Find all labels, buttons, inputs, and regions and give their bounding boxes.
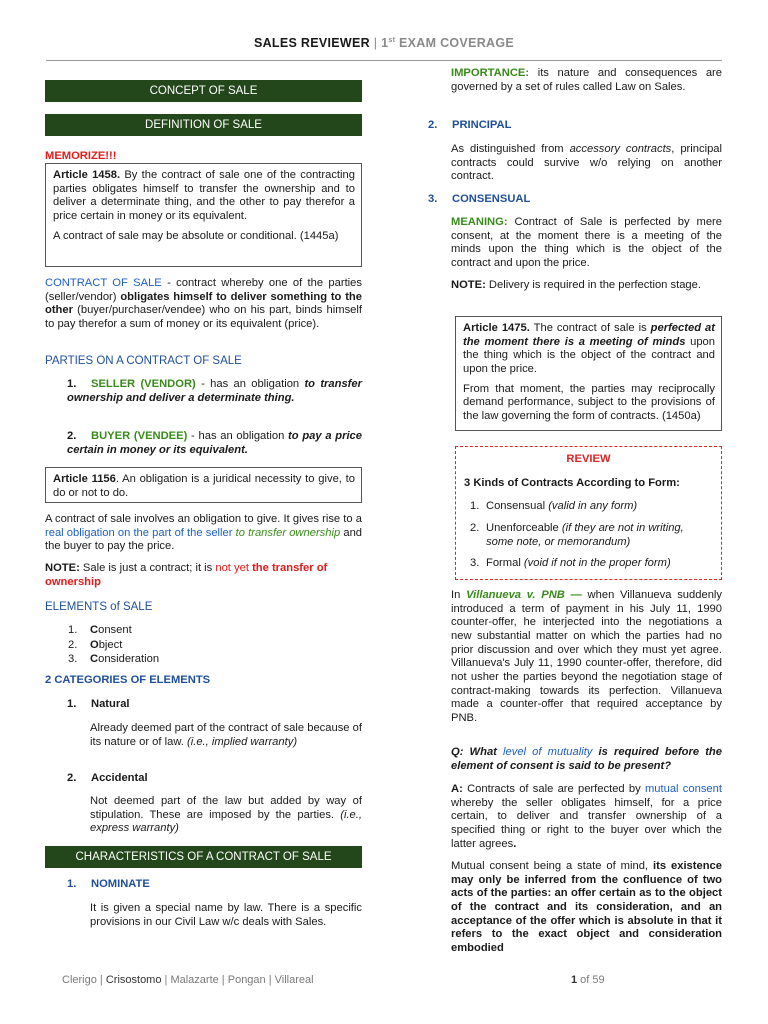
note-text-right: Delivery is required in the perfection stage.	[485, 279, 701, 291]
principal-text-2: , principal contracts could survive w/o relying on another contract.	[451, 143, 722, 183]
nominate-label: NOMINATE	[91, 878, 150, 890]
band-definition-of-sale: DEFINITION OF SALE	[45, 114, 362, 136]
review-item-note: (valid in any form)	[548, 500, 638, 513]
article-1458-paragraph-2: A contract of sale may be absolute or conditional. (1445a)	[53, 229, 339, 242]
category-natural-label	[67, 698, 362, 712]
case-in: In	[451, 589, 467, 601]
footer-author-name: Villareal	[274, 974, 314, 986]
review-box	[455, 446, 722, 580]
party-buyer-obligation: to pay a price certain in money or its equivalent.	[67, 430, 362, 456]
article-1475-text-2: upon the thing which is the object of the contract and upon the price.	[463, 335, 715, 375]
review-item-label: Consensual	[486, 500, 549, 513]
mutual-consent-paragraph	[451, 860, 722, 956]
article-1156-box	[45, 467, 362, 503]
villanueva-paragraph	[451, 589, 722, 726]
article-1458-label: Article 1458.	[53, 169, 121, 181]
article-1156-text: . An obligation is a juridical necessity to give, to do or not to do.	[53, 473, 355, 499]
band-characteristics: CHARACTERISTICS OF A CONTRACT OF SALE	[45, 846, 362, 868]
review-item-num: 2.	[470, 521, 480, 534]
memorize-label: MEMORIZE!!!	[45, 150, 117, 162]
header-ordinal: 1	[381, 36, 389, 50]
contract-of-sale-term: CONTRACT OF SALE	[45, 277, 162, 289]
answer-paragraph	[451, 783, 722, 851]
element-num: 1.	[68, 624, 78, 636]
principal-num: 2.	[428, 119, 438, 131]
category-natural-num: 1.	[67, 698, 77, 710]
element-first-letter: C	[90, 624, 99, 636]
review-heading: 3 Kinds of Contracts According to Form:	[464, 476, 680, 489]
case-name: Villanueva v. PNB —	[466, 589, 582, 601]
review-item-label: Unenforceable	[486, 521, 562, 534]
category-natural-text	[90, 722, 362, 749]
footer-author-name: Pongan	[227, 974, 266, 986]
page-header	[0, 36, 768, 51]
give-text-1: A contract of sale involves an obligation to give. It gives rise to a	[45, 513, 362, 525]
element-rest: onsent	[98, 624, 132, 636]
review-item-num: 1.	[470, 500, 480, 513]
note-red-bold: the transfer of ownership	[45, 562, 328, 588]
accidental-desc: Not deemed part of the law but added by way of stipulation. These are imposed by the parties.	[90, 795, 362, 821]
review-item-note: (void if not in the proper form)	[523, 557, 671, 570]
party-buyer-term: BUYER (VENDEE)	[91, 430, 188, 442]
natural-desc: Already deemed part of the contract of sale because of its nature or of law.	[90, 722, 362, 748]
mutual-consent-text: Mutual consent being a state of mind,	[451, 860, 653, 872]
mutual-consent-bold: its existence may only be inferred from the confluence of two acts of the parties: an offer certain as to the object of the contract and its consideration, and an acceptance of the offer which is absolute in that it refers to the exact object and consideration embodied	[451, 860, 722, 954]
categories-heading: 2 CATEGORIES OF ELEMENTS	[45, 674, 211, 686]
give-italic: to transfer ownership	[235, 526, 341, 539]
note-paragraph-left	[45, 562, 362, 589]
article-1156-label: Article 1156	[53, 473, 116, 485]
header-coverage: EXAM COVERAGE	[399, 36, 515, 50]
header-title: SALES REVIEWER	[253, 36, 370, 50]
element-item	[68, 639, 362, 653]
give-blue-1: real obligation on the part of the seller	[45, 526, 236, 539]
footer-author-name: Clerigo	[62, 974, 97, 986]
nominate-text: It is given a special name by law. There is a specific provisions in our Civil Law w/c deals with Sales.	[90, 902, 362, 928]
elements-list	[68, 624, 362, 668]
review-item	[470, 500, 713, 514]
element-first-letter: C	[90, 653, 99, 666]
question-blue: level of mutuality	[503, 746, 593, 758]
question-paragraph	[451, 746, 722, 773]
footer-author-name: Crisostomo	[105, 974, 162, 986]
footer-separator: |	[218, 974, 228, 986]
article-1475-emphasis: perfected at the moment there is a meeting of minds	[463, 322, 715, 348]
page-total: of 59	[577, 974, 605, 986]
principal-heading	[428, 119, 722, 133]
party-seller-term: SELLER (VENDOR)	[91, 378, 196, 390]
header-ordinal-sup: st	[388, 36, 396, 44]
article-1475-label: Article 1475.	[463, 322, 530, 334]
party-seller-obligation: to transfer ownership and deliver a determinate thing.	[67, 378, 362, 404]
answer-dot: .	[513, 837, 517, 850]
cos-bold-1: obligates himself to deliver something to the other	[45, 290, 362, 317]
element-first-letter: O	[90, 638, 99, 651]
contract-of-sale-definition	[45, 277, 362, 332]
header-rule	[46, 60, 722, 61]
footer-authors	[62, 974, 314, 987]
element-rest: bject	[98, 638, 123, 651]
category-accidental-num: 2.	[67, 772, 77, 784]
band-concept-of-sale: CONCEPT OF SALE	[45, 80, 362, 102]
meaning-text: Contract of Sale is perfected by mere consent, at the moment there is a meeting of the minds upon the thing which is the object of the contract and upon the price.	[451, 216, 722, 269]
importance-label: IMPORTANCE:	[451, 67, 530, 79]
principal-text-1: As distinguished from	[451, 143, 570, 155]
answer-text-2: whereby the seller obligates himself, for a price certain, to deliver and transfer ownership of a specified thing or right to the buyer over which the latter agrees	[451, 796, 722, 850]
consensual-num: 3.	[428, 193, 438, 205]
note-label-right: NOTE:	[451, 279, 486, 291]
element-num: 3.	[68, 653, 78, 666]
parties-heading: PARTIES ON A CONTRACT OF SALE	[45, 355, 242, 367]
principal-label: PRINCIPAL	[452, 119, 512, 131]
party-buyer	[67, 430, 362, 457]
category-accidental-text	[90, 795, 362, 836]
question-text-2: is required before the element of consent is said to be present?	[451, 746, 722, 772]
accidental-example: (i.e., express warranty)	[90, 808, 362, 835]
element-item	[68, 653, 362, 667]
element-num: 2.	[68, 638, 78, 651]
answer-blue: mutual consent	[644, 783, 722, 795]
party-seller-num: 1.	[67, 378, 77, 390]
review-item-note: (if they are not in writing, some note, or memorandum)	[486, 521, 684, 548]
question-text-1: Q: What	[451, 746, 504, 758]
review-title: REVIEW	[566, 453, 611, 465]
principal-text	[451, 143, 722, 184]
obligation-to-give-paragraph	[45, 513, 362, 554]
footer-separator: |	[265, 974, 275, 986]
party-seller	[67, 378, 362, 405]
article-1458-paragraph	[53, 169, 355, 224]
header-separator: |	[373, 36, 378, 50]
article-1475-text-1: The contract of sale is	[529, 322, 651, 334]
footer-page-number	[571, 974, 605, 987]
consensual-label: CONSENSUAL	[452, 193, 531, 205]
importance-text: its nature and consequences are governed by a set of rules called Law on Sales.	[451, 67, 722, 93]
natural-example: (i.e., implied warranty)	[187, 735, 298, 748]
party-seller-text: - has an obligation	[195, 378, 305, 390]
principal-italic: accessory contracts	[569, 143, 672, 155]
meaning-paragraph	[451, 216, 722, 271]
review-item-label: Formal	[486, 557, 524, 570]
give-text-2: and the buyer to pay the price.	[45, 526, 363, 553]
note-red: not yet	[215, 562, 253, 574]
party-buyer-text: - has an obligation	[187, 430, 289, 442]
nominate-heading	[67, 878, 362, 892]
meaning-label: MEANING:	[451, 216, 508, 228]
elements-heading: ELEMENTS of SALE	[45, 601, 153, 613]
footer-separator: |	[96, 974, 106, 986]
element-item	[68, 624, 362, 638]
review-list	[464, 500, 713, 571]
category-accidental-label	[67, 772, 362, 786]
review-item	[470, 557, 713, 571]
article-1475-box	[455, 316, 722, 431]
consensual-heading	[428, 193, 722, 207]
cos-text-1: - contract whereby one of the parties (seller/vendor)	[45, 277, 362, 303]
page-current: 1	[571, 974, 578, 986]
article-1458-text: By the contract of sale one of the contracting parties obligates himself to transfer the ownership and to deliver a determinate thing, and the other to pay therefor a price certain in money or its equivalent.	[53, 169, 355, 222]
note-text-left: Sale is just a contract; it is	[79, 562, 216, 574]
category-accidental-title: Accidental	[91, 772, 148, 784]
note-paragraph-right	[451, 279, 722, 293]
category-natural-title: Natural	[91, 698, 130, 710]
importance-paragraph	[451, 67, 722, 94]
article-1458-box	[45, 163, 362, 267]
nominate-num: 1.	[67, 878, 77, 890]
party-buyer-num: 2.	[67, 430, 77, 442]
answer-text-1: Contracts of sale are perfected by	[462, 783, 645, 795]
review-item	[470, 522, 713, 549]
answer-label: A:	[451, 783, 463, 795]
article-1475-paragraph-2: From that moment, the parties may reciprocally demand performance, subject to the provisions of the law governing the form of contracts. (1450a)	[463, 382, 715, 422]
note-label-left: NOTE:	[45, 562, 80, 574]
case-text: when Villanueva suddenly introduced a term of payment in his July 11, 1990 counter-offer, he interjected into the negotiations a new substantial matter on which the parties had no prior discussion and over which they must yet agree. Villanueva's July 11, 1990 counter-offer, therefore, did not usher the parties beyond the negotiation stage of contract-making towards its perfection. Villanueva made a counter-offer that required acceptance by PNB.	[451, 589, 722, 724]
article-1475-paragraph	[463, 322, 715, 377]
cos-text-2: (buyer/purchaser/vendee) who on his part, binds himself to pay therefor a sum of money or its equivalent (price).	[45, 304, 362, 330]
review-item-num: 3.	[470, 557, 480, 570]
element-rest: onsideration	[98, 653, 160, 666]
footer-separator: |	[161, 974, 171, 986]
footer-author-name: Malazarte	[170, 974, 219, 986]
